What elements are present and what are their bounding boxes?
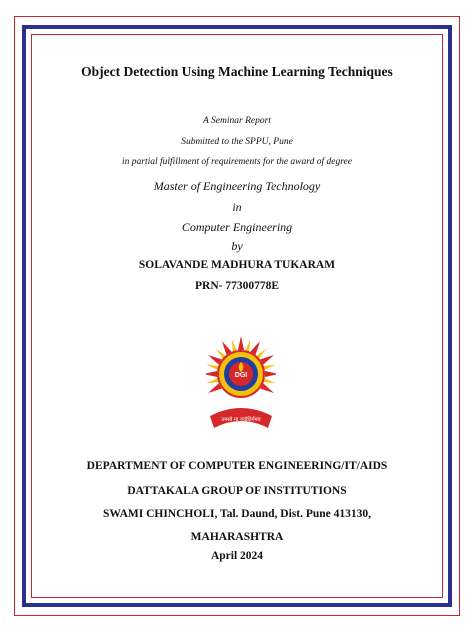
institution-logo — [206, 336, 276, 434]
department: DEPARTMENT OF COMPUTER ENGINEERING/IT/AIDS — [86, 460, 388, 472]
state-name: MAHARASHTRA — [190, 531, 284, 543]
emblem-text: DGI — [234, 372, 248, 379]
submitted-to: Submitted to the SPPU, Pune — [181, 137, 293, 147]
report-title: Object Detection Using Machine Learning Techniques — [81, 64, 393, 79]
fulfillment-line: in partial fulfillment of requirements for the award of degree — [121, 157, 352, 167]
address-line: SWAMI CHINCHOLI, Tal. Daund, Dist. Pune 413130, — [102, 508, 372, 520]
author-name: SOLAVANDE MADHURA TUKARAM — [138, 259, 336, 271]
degree-name: Master of Engineering Technology — [153, 179, 321, 193]
in-word: in — [232, 200, 242, 214]
submission-date: April 2024 — [210, 550, 264, 562]
prn-number: PRN- 77300778E — [194, 280, 279, 292]
institution-name: DATTAKALA GROUP OF INSTITUTIONS — [127, 485, 347, 497]
by-word: by — [231, 239, 243, 253]
branch-name: Computer Engineering — [181, 220, 293, 234]
report-type: A Seminar Report — [203, 116, 271, 126]
logo-motto: तमसो मा ज्योतिर्गमय — [221, 417, 261, 423]
